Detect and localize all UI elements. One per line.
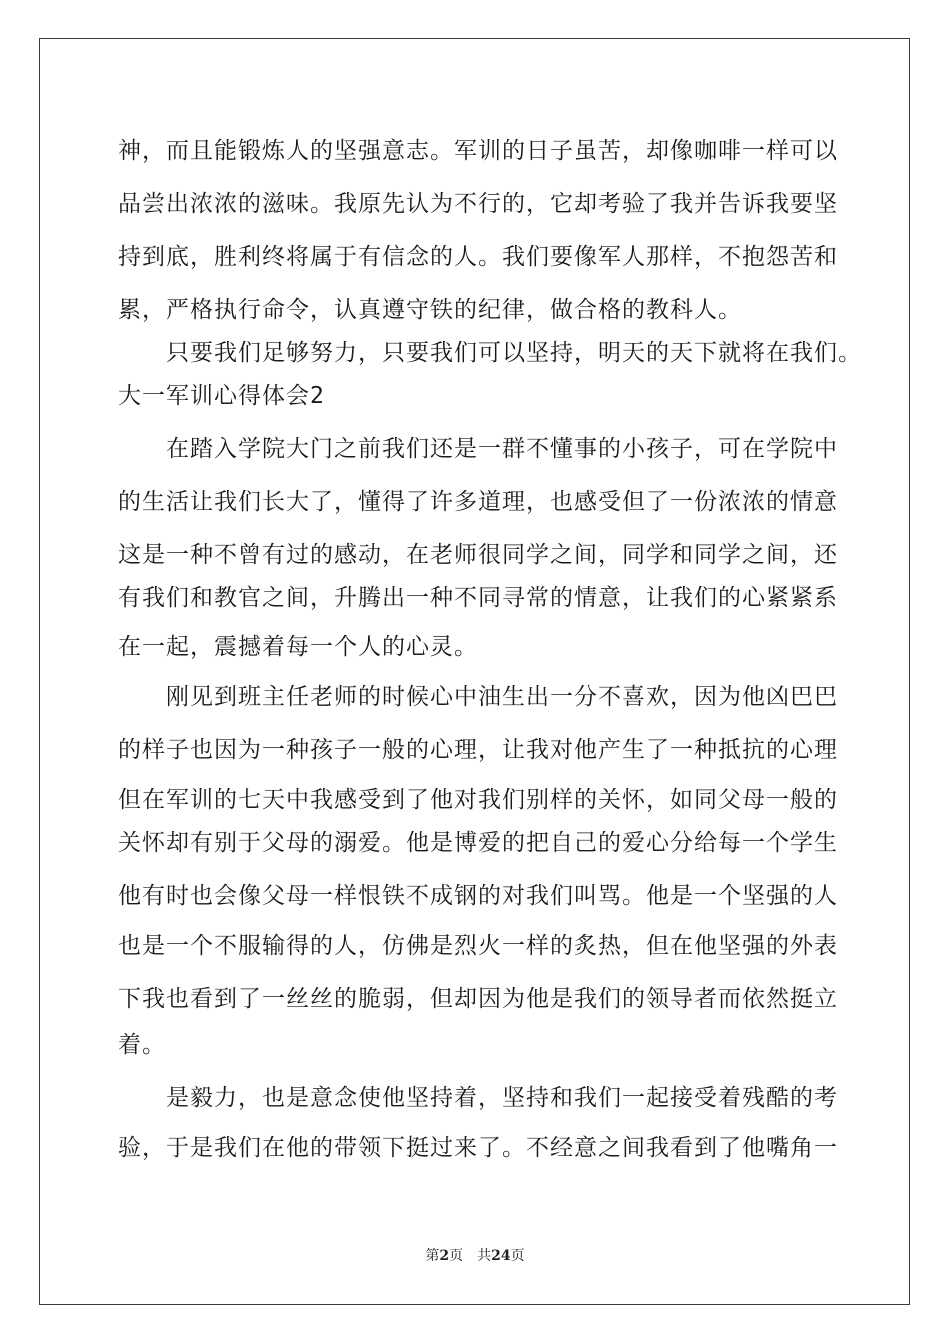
text-line: 着。 (118, 1032, 166, 1058)
text-line: 下我也看到了一丝丝的脆弱，但却因为他是我们的领导者而依然挺立 (118, 986, 838, 1012)
text-line: 验，于是我们在他的带领下挺过来了。不经意之间我看到了他嘴角一 (118, 1135, 838, 1161)
text-line: 在一起，震撼着每一个人的心灵。 (118, 634, 478, 660)
text-line: 是毅力，也是意念使他坚持着，坚持和我们一起接受着残酷的考 (118, 1085, 838, 1111)
text-line: 品尝出浓浓的滋味。我原先认为不行的，它却考验了我并告诉我要坚 (118, 191, 838, 217)
total-prefix: 共 (477, 1248, 492, 1264)
text-line: 也是一个不服输得的人，仿佛是烈火一样的炙热，但在他坚强的外表 (118, 933, 838, 959)
text-line: 持到底，胜利终将属于有信念的人。我们要像军人那样，不抱怨苦和 (118, 244, 838, 270)
text-line: 但在军训的七天中我感受到了他对我们别样的关怀，如同父母一般的 (118, 787, 838, 813)
text-line: 刚见到班主任老师的时候心中油生出一分不喜欢，因为他凶巴巴 (118, 684, 838, 710)
text-line: 只要我们足够努力，只要我们可以坚持，明天的天下就将在我们。 (118, 340, 862, 366)
page-number: 2 (439, 1248, 450, 1264)
text-line: 的样子也因为一种孩子一般的心理，让我对他产生了一种抵抗的心理 (118, 737, 838, 763)
text-line: 关怀却有别于父母的溺爱。他是博爱的把自己的爱心分给每一个学生 (118, 830, 838, 856)
text-line: 的生活让我们长大了，懂得了许多道理，也感受但了一份浓浓的情意 (118, 489, 838, 515)
page-prefix: 第 (425, 1248, 440, 1264)
text-line: 他有时也会像父母一样恨铁不成钢的对我们叫骂。他是一个坚强的人 (118, 883, 838, 909)
page-suffix: 页 (449, 1248, 464, 1264)
text-line: 有我们和教官之间，升腾出一种不同寻常的情意，让我们的心紧紧系 (118, 585, 838, 611)
section-heading: 大一军训心得体会2 (118, 383, 325, 409)
text-line: 在踏入学院大门之前我们还是一群不懂事的小孩子，可在学院中 (118, 436, 838, 462)
total-suffix: 页 (510, 1248, 525, 1264)
text-line: 这是一种不曾有过的感动，在老师很同学之间，同学和同学之间，还 (118, 542, 838, 568)
total-pages: 24 (491, 1248, 511, 1264)
page-footer (0, 1245, 950, 1265)
text-line: 神，而且能锻炼人的坚强意志。军训的日子虽苦，却像咖啡一样可以 (118, 138, 838, 164)
text-line: 累，严格执行命令，认真遵守铁的纪律，做合格的教科人。 (118, 297, 742, 323)
page-border (39, 38, 910, 1305)
